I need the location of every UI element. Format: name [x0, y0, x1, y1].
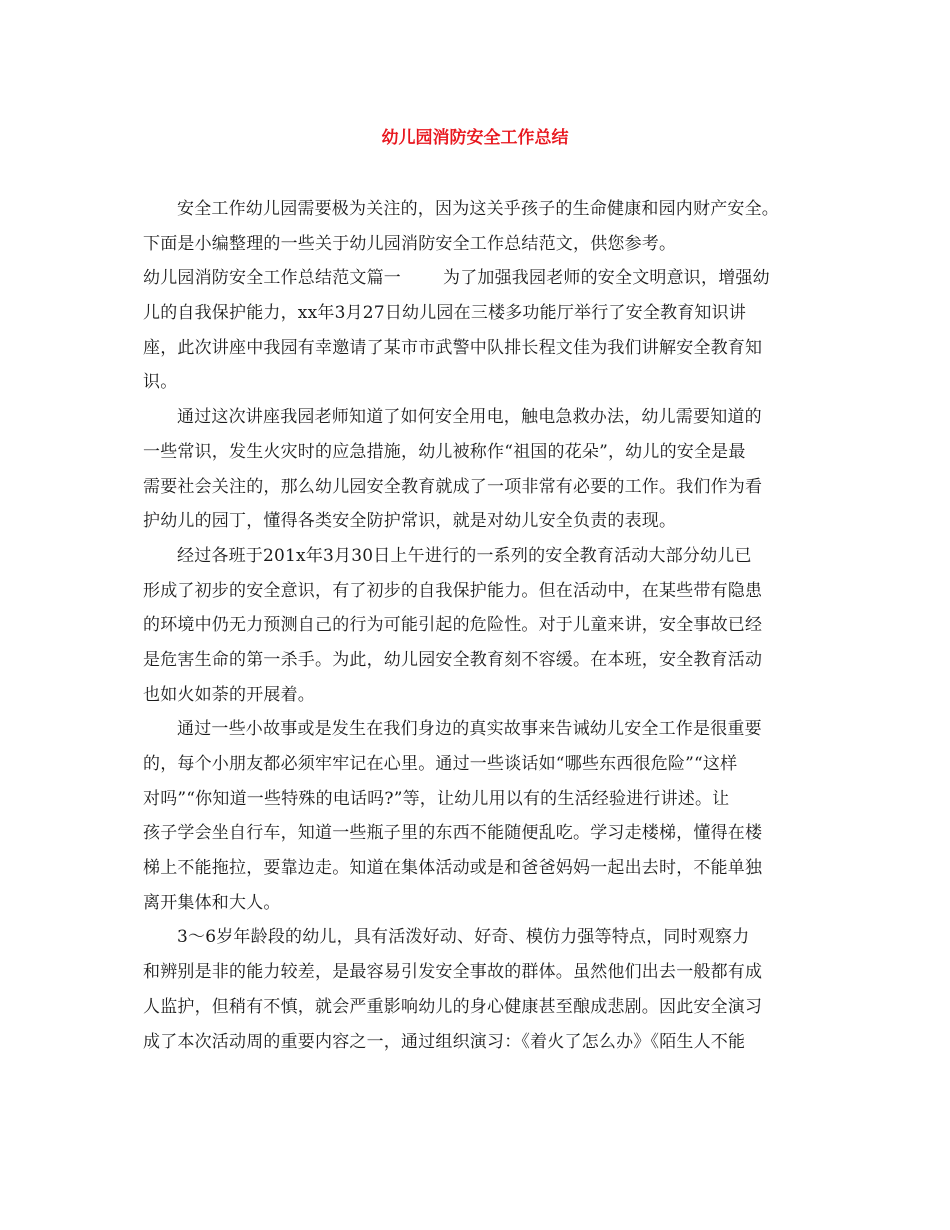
text-line: 一些常识，发生火灾时的应急措施，幼儿被称作“祖国的花朵”，幼儿的安全是最: [143, 441, 746, 462]
text-line: 也如火如荼的开展着。: [143, 684, 315, 705]
text-line: 座，此次讲座中我园有幸邀请了某市市武警中队排长程文佳为我们讲解安全教育知: [143, 337, 763, 358]
document-title: 幼儿园消防安全工作总结: [381, 128, 569, 148]
text-line: 和辨别是非的能力较差，是最容易引发安全事故的群体。虽然他们出去一般都有成: [143, 962, 763, 983]
text-line: 孩子学会坐自行车，知道一些瓶子里的东西不能随便乱吃。学习走楼梯，懂得在楼: [143, 823, 763, 844]
text-line: 成了本次活动周的重要内容之一，通过组织演习：《着火了怎么办》《陌生人不能: [143, 1031, 746, 1052]
text-line: 人监护，但稍有不慎，就会严重影响幼儿的身心健康甚至酿成悲剧。因此安全演习: [143, 996, 763, 1017]
document-body: [143, 192, 823, 1059]
text-span: 为了加强我园老师的安全文明意识，增强幼: [443, 268, 770, 289]
text-line: 对吗”“你知道一些特殊的电话吗?”等，让幼儿用以有的生活经验进行讲述。让: [143, 788, 730, 809]
text-line: 形成了初步的安全意识，有了初步的自我保护能力。但在活动中，在某些带有隐患: [143, 580, 763, 601]
text-line: 安全工作幼儿园需要极为关注的，因为这关乎孩子的生命健康和园内财产安全。: [177, 199, 779, 219]
text-line: 需要社会关注的，那么幼儿园安全教育就成了一项非常有必要的工作。我们作为看: [143, 476, 763, 497]
section-heading: 幼儿园消防安全工作总结范文篇一: [143, 268, 401, 289]
text-line: 识。: [143, 372, 178, 393]
text-line: 儿的自我保护能力，xx年3月27日幼儿园在三楼多功能厅举行了安全教育知识讲: [143, 303, 747, 324]
text-line: 下面是小编整理的一些关于幼儿园消防安全工作总结范文，供您参考。: [143, 233, 677, 254]
text-line: 的，每个小朋友都必须牢牢记在心里。通过一些谈话如“哪些东西很危险”“这样: [143, 754, 738, 774]
text-line: 通过这次讲座我园老师知道了如何安全用电，触电急救办法，幼儿需要知道的: [177, 407, 762, 428]
text-line: 经过各班于201x年3月30日上午进行的一系列的安全教育活动大部分幼儿已: [177, 545, 752, 566]
text-line: 护幼儿的园丁，懂得各类安全防护常识，就是对幼儿安全负责的表现。: [143, 511, 677, 532]
text-line: 是危害生命的第一杀手。为此，幼儿园安全教育刻不容缓。在本班，安全教育活动: [143, 649, 763, 670]
text-line: 的环境中仍无力预测自己的行为可能引起的危险性。对于儿童来讲，安全事故已经: [143, 615, 763, 636]
text-line: 梯上不能拖拉，要靠边走。知道在集体活动或是和爸爸妈妈一起出去时，不能单独: [143, 858, 763, 879]
text-line: 3～6岁年龄段的幼儿，具有活泼好动、好奇、模仿力强等特点，同时观察力: [177, 927, 750, 948]
text-line: [143, 261, 823, 296]
text-line: 通过一些小故事或是发生在我们身边的真实故事来告诫幼儿安全工作是很重要: [177, 719, 762, 740]
text-line: 离开集体和大人。: [143, 892, 281, 913]
